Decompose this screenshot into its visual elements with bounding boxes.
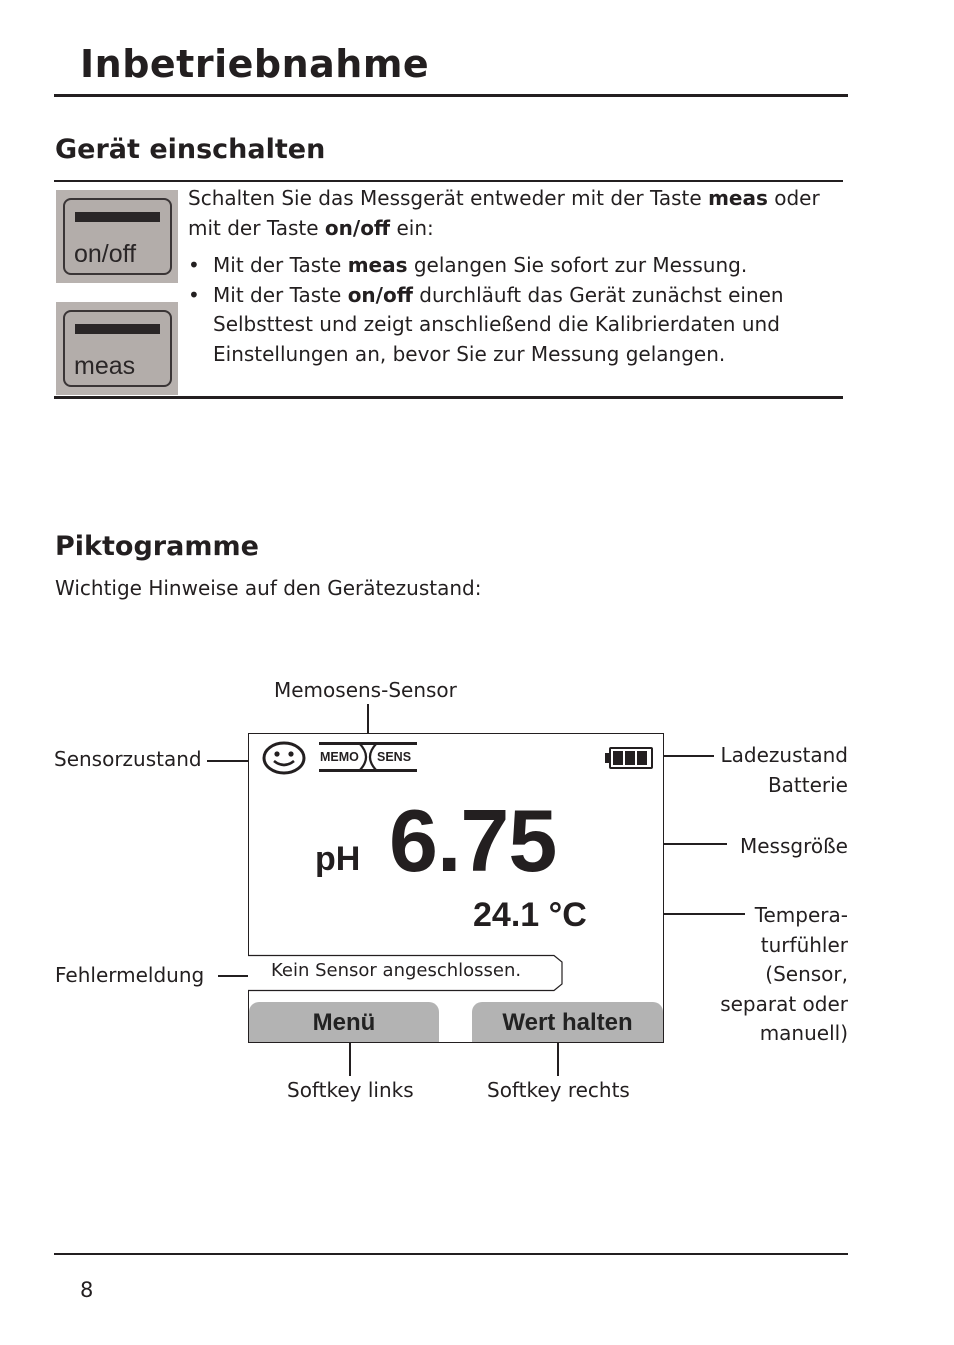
meas-key-label: meas <box>74 352 136 380</box>
list-item: • Mit der Taste meas gelangen Sie sofort zur Messung. <box>188 251 848 281</box>
page-number: 8 <box>80 1278 94 1302</box>
softkey-menu-button[interactable]: Menü <box>249 1002 439 1042</box>
error-message: Kein Sensor angeschlossen. <box>271 960 522 981</box>
intro-text: oder mit der Taste <box>188 186 820 240</box>
callout-temp-line: (Sensor, <box>765 962 848 986</box>
callout-temperature <box>690 901 848 1049</box>
callout-softkey-rechts: Softkey rechts <box>487 1078 630 1102</box>
temperature-value: 24.1 °C <box>473 896 587 934</box>
measured-value: 6.75 <box>389 791 557 890</box>
unit-label: pH <box>315 840 361 878</box>
section1-bottom-rule <box>54 396 843 399</box>
intro-text: ein: <box>390 215 434 240</box>
section-heading-einschalten: Gerät einschalten <box>55 134 326 165</box>
footer-rule <box>54 1253 848 1255</box>
intro-paragraph <box>188 184 848 243</box>
meas-key-image <box>56 302 178 395</box>
intro-bold-onoff: on/off <box>324 215 391 240</box>
list-item: • Mit der Taste on/off durchläuft das Gerät zunächst einen Selbsttest und zeigt anschließend die Kalibrierdaten und Einstellungen an, bevor Sie zur Messung gelangen. <box>188 281 848 370</box>
device-display <box>248 733 664 1043</box>
callout-temp-line: turfühler <box>760 932 848 957</box>
section-heading-piktogramme: Piktogramme <box>55 531 259 562</box>
callout-battery <box>700 741 848 800</box>
callout-temp-line: separat oder <box>720 991 848 1016</box>
section-subtitle: Wichtige Hinweise auf den Gerätezustand: <box>55 576 482 600</box>
section1-top-rule <box>54 180 843 182</box>
callout-temp-line: Tempera- <box>754 903 848 927</box>
sens-label: SENS <box>377 750 412 764</box>
smiley-icon <box>261 740 307 776</box>
callout-temp-line: manuell) <box>759 1021 848 1045</box>
callout-messgroesse: Messgröße <box>739 834 848 858</box>
memo-label: MEMO <box>320 750 359 764</box>
callout-sensorzustand: Sensorzustand <box>54 747 202 771</box>
intro-bold-meas: meas <box>708 186 768 210</box>
bullet-list <box>188 251 848 369</box>
battery-full-icon <box>609 747 653 769</box>
title-rule <box>54 94 848 97</box>
softkey-hold-button[interactable]: Wert halten <box>472 1002 663 1042</box>
onoff-key-image <box>56 190 178 283</box>
page-title: Inbetriebnahme <box>80 42 430 86</box>
callout-memosens: Memosens-Sensor <box>274 678 457 702</box>
callout-battery-line1: Ladezustand <box>720 743 848 767</box>
memosens-logo-icon <box>319 740 419 774</box>
callout-fehlermeldung: Fehlermeldung <box>55 963 205 987</box>
callout-battery-line2: Batterie <box>767 772 848 797</box>
onoff-key-label: on/off <box>74 240 137 268</box>
intro-text: Schalten Sie das Messgerät entweder mit der Taste <box>188 186 709 210</box>
callout-softkey-links: Softkey links <box>287 1078 414 1102</box>
